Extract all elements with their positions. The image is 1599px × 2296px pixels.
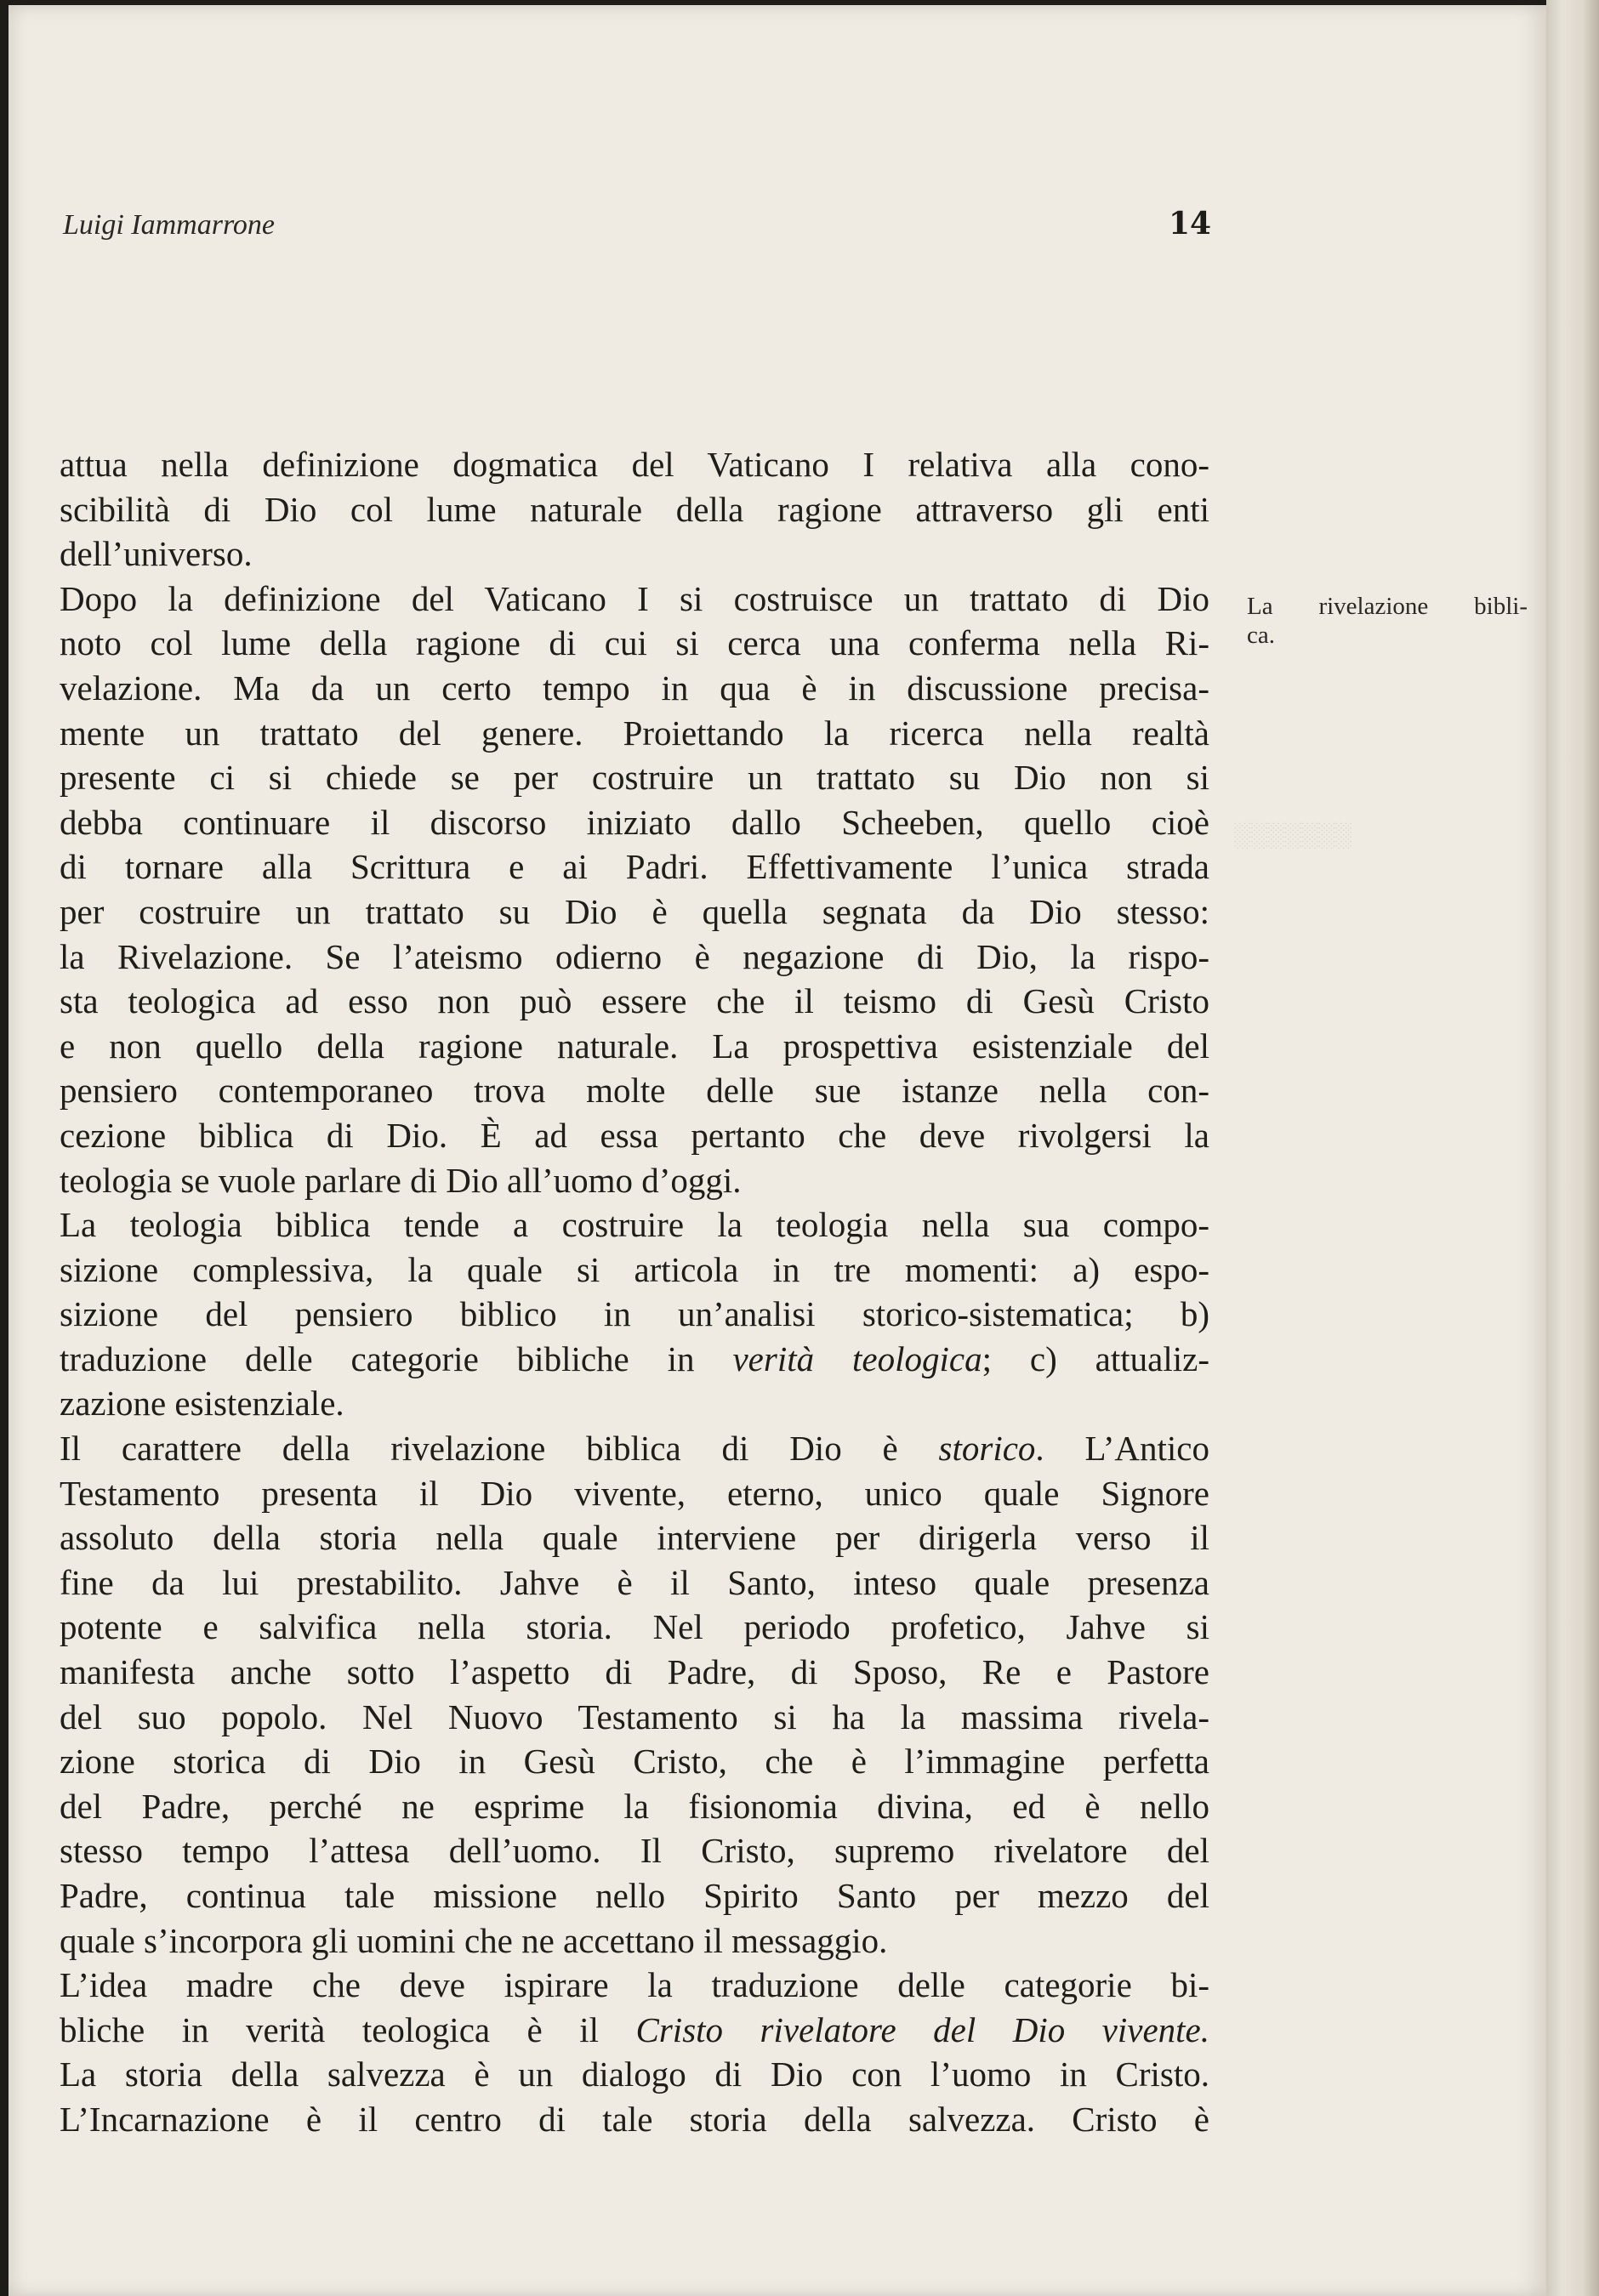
text-line: Dopo la definizione del Vaticano I si costruisce un trattato di Dio bbox=[60, 578, 1209, 618]
text-line: stesso tempo l’attesa dell’uomo. Il Cristo, supremo rivelatore del bbox=[60, 1831, 1209, 1871]
text-line: L’idea madre che deve ispirare la traduzione delle categorie bi- bbox=[60, 1965, 1209, 2005]
text-segment: . L’Antico bbox=[1035, 1429, 1209, 1469]
text-line: Testamento presenta il Dio vivente, eterno, unico quale Signore bbox=[60, 1473, 1209, 1513]
text-line: noto col lume della ragione di cui si cerca una conferma nella Ri- bbox=[60, 623, 1209, 663]
text-line: scibilità di Dio col lume naturale della ragione attraverso gli enti bbox=[60, 489, 1209, 529]
italic-phrase: verità teologica bbox=[732, 1338, 982, 1378]
text-line bbox=[60, 1426, 1209, 1471]
text-line: teologia se vuole parlare di Dio all’uomo d’oggi. bbox=[60, 1160, 742, 1200]
text-line: dell’universo. bbox=[60, 534, 253, 574]
margin-note-line: La rivelazione bibli- bbox=[1247, 593, 1528, 620]
text-line: quale s’incorpora gli uomini che ne accettano il messaggio. bbox=[60, 1920, 888, 1960]
italic-phrase: Cristo rivelatore del Dio vivente. bbox=[635, 2009, 1210, 2049]
show-through-text: ░░░░░░░ bbox=[1233, 822, 1351, 849]
text-segment: bliche in verità teologica è il bbox=[60, 2009, 600, 2049]
text-line: Padre, continua tale missione nello Spirito Santo per mezzo del bbox=[60, 1876, 1209, 1915]
text-line: pensiero contemporaneo trova molte delle sue istanze nella con- bbox=[60, 1071, 1209, 1111]
text-line: la Rivelazione. Se l’ateismo odierno è negazione di Dio, la rispo- bbox=[60, 936, 1209, 976]
text-segment: Il carattere della rivelazione biblica di Dio è bbox=[60, 1429, 898, 1469]
text-line: sizione complessiva, la quale si articola in tre momenti: a) espo- bbox=[60, 1249, 1209, 1289]
text-line: mente un trattato del genere. Proiettando la ricerca nella realtà bbox=[60, 713, 1209, 753]
text-line: presente ci si chiede se per costruire un trattato su Dio non si bbox=[60, 758, 1209, 798]
text-line: sizione del pensiero biblico in un’analisi storico-sistematica; b) bbox=[60, 1294, 1209, 1334]
running-header-author: Luigi Iammarrone bbox=[63, 209, 276, 241]
text-line: sta teologica ad esso non può essere che il teismo di Gesù Cristo bbox=[60, 981, 1209, 1021]
text-line: zione storica di Dio in Gesù Cristo, che è l’immagine perfetta bbox=[60, 1742, 1209, 1782]
text-line: del suo popolo. Nel Nuovo Testamento si ha la massima rivela- bbox=[60, 1696, 1209, 1736]
text-line: La storia della salvezza è un dialogo di Dio con l’uomo in Cristo. bbox=[60, 2054, 1209, 2094]
margin-note-line: ca. bbox=[1247, 622, 1275, 649]
text-line bbox=[60, 2008, 1209, 2053]
book-page bbox=[9, 5, 1546, 2296]
text-segment: ; c) attualiz- bbox=[982, 1338, 1209, 1378]
body-text bbox=[60, 442, 1209, 2142]
text-line: zazione esistenziale. bbox=[60, 1384, 344, 1424]
text-segment: traduzione delle categorie bibliche in bbox=[60, 1338, 695, 1378]
text-line bbox=[60, 1337, 1209, 1382]
text-line: potente e salvifica nella storia. Nel periodo profetico, Jahve si bbox=[60, 1607, 1209, 1647]
text-line: L’Incarnazione è il centro di tale storia della salvezza. Cristo è bbox=[60, 2099, 1209, 2139]
page-edge bbox=[1546, 0, 1599, 2296]
text-line: cezione biblica di Dio. È ad essa pertanto che deve rivolgersi la bbox=[60, 1115, 1209, 1155]
text-line: velazione. Ma da un certo tempo in qua è in discussione precisa- bbox=[60, 668, 1209, 708]
text-line: assoluto della storia nella quale interviene per dirigerla verso il bbox=[60, 1518, 1209, 1558]
text-line: fine da lui prestabilito. Jahve è il Santo, inteso quale presenza bbox=[60, 1562, 1209, 1602]
italic-phrase: storico bbox=[938, 1429, 1036, 1469]
text-line: e non quello della ragione naturale. La prospettiva esistenziale del bbox=[60, 1026, 1209, 1066]
text-line: del Padre, perché ne esprime la fisionomia divina, ed è nello bbox=[60, 1786, 1209, 1826]
text-line: attua nella definizione dogmatica del Vaticano I relativa alla cono- bbox=[60, 445, 1209, 484]
text-line: per costruire un trattato su Dio è quella segnata da Dio stesso: bbox=[60, 891, 1209, 931]
text-line: La teologia biblica tende a costruire la teologia nella sua compo- bbox=[60, 1205, 1209, 1245]
text-line: manifesta anche sotto l’aspetto di Padre, di Sposo, Re e Pastore bbox=[60, 1652, 1209, 1692]
text-line: di tornare alla Scrittura e ai Padri. Effettivamente l’unica strada bbox=[60, 847, 1209, 887]
margin-note bbox=[1247, 592, 1528, 650]
page-number: 14 bbox=[1169, 206, 1212, 242]
text-line: debba continuare il discorso iniziato dallo Scheeben, quello cioè bbox=[60, 802, 1209, 842]
